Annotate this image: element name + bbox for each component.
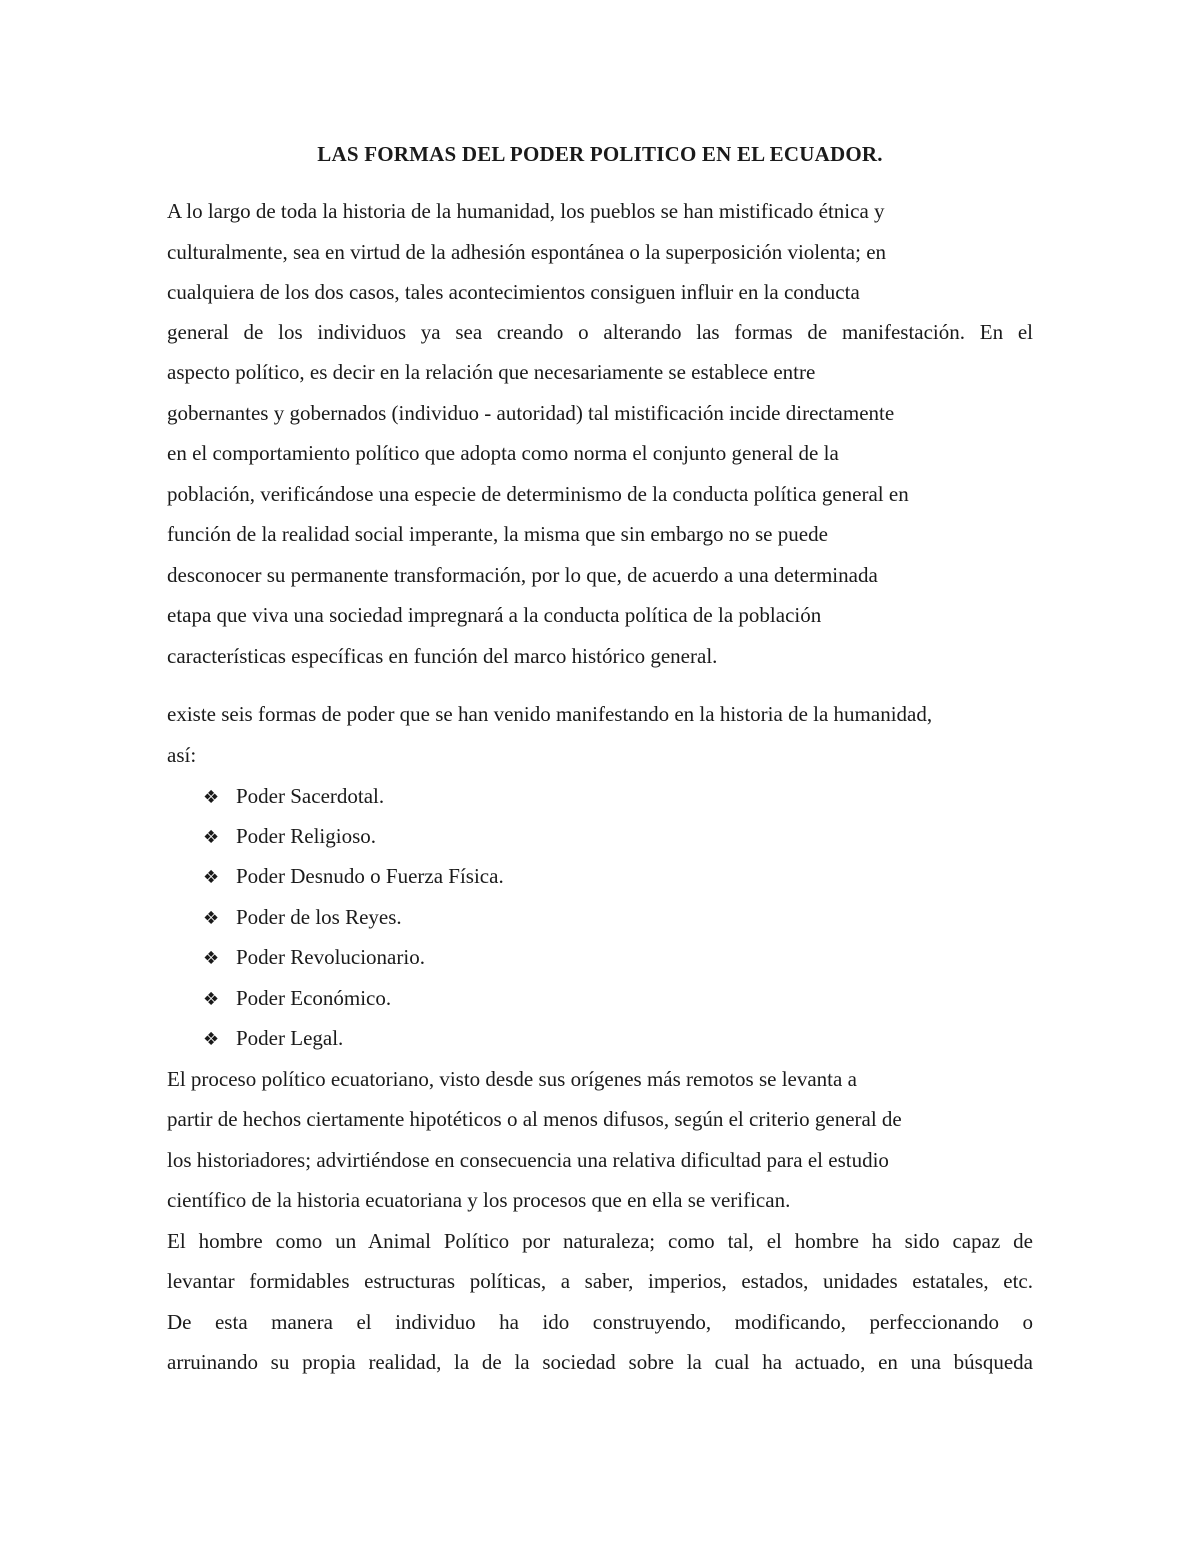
paragraph-1-line: cualquiera de los dos casos, tales acontecimientos consiguen influir en la conducta [167,280,860,304]
diamond-bullet-icon: ❖ [203,1029,220,1050]
list-item [203,984,391,1014]
list-item-label: Poder Religioso. [236,824,376,848]
list-item [203,822,376,852]
paragraph-2-line: científico de la historia ecuatoriana y los procesos que en ella se verifican. [167,1188,791,1212]
list-item [203,943,425,973]
list-item [203,903,402,933]
paragraph-2-line: partir de hechos ciertamente hipotéticos o al menos difusos, según el criterio general de [167,1107,902,1131]
list-item-label: Poder Sacerdotal. [236,784,385,808]
diamond-bullet-icon: ❖ [203,867,220,888]
paragraph-3-line: levantar formidables estructuras políticas, a saber, imperios, estados, unidades estatales, etc. [167,1269,1033,1293]
paragraph-3-line: El hombre como un Animal Político por naturaleza; como tal, el hombre ha sido capaz de [167,1229,1033,1253]
list-item-label: Poder de los Reyes. [236,905,402,929]
paragraph-3-line: arruinando su propia realidad, la de la sociedad sobre la cual ha actuado, en una búsqueda [167,1350,1033,1374]
paragraph-1-line: en el comportamiento político que adopta como norma el conjunto general de la [167,441,839,465]
paragraph-1-line: general de los individuos ya sea creando o alterando las formas de manifestación. En el [167,320,1033,344]
document-title: LAS FORMAS DEL PODER POLITICO EN EL ECUADOR. [317,142,883,166]
paragraph-1-line: etapa que viva una sociedad impregnará a la conducta política de la población [167,603,822,627]
diamond-bullet-icon: ❖ [203,989,220,1010]
list-item [203,782,384,812]
paragraph-2-line: El proceso político ecuatoriano, visto desde sus orígenes más remotos se levanta a [167,1067,857,1091]
paragraph-3-line: De esta manera el individuo ha ido construyendo, modificando, perfeccionando o [167,1310,1033,1334]
diamond-bullet-icon: ❖ [203,787,220,808]
diamond-bullet-icon: ❖ [203,908,220,929]
paragraph-1-line: población, verificándose una especie de determinismo de la conducta política general en [167,482,909,506]
paragraph-1-line: función de la realidad social imperante, la misma que sin embargo no se puede [167,522,828,546]
list-intro-line: existe seis formas de poder que se han venido manifestando en la historia de la humanidad, [167,702,933,726]
paragraph-1-line: culturalmente, sea en virtud de la adhesión espontánea o la superposición violenta; en [167,240,887,264]
list-item-label: Poder Revolucionario. [236,945,425,969]
list-item-label: Poder Desnudo o Fuerza Física. [236,864,504,888]
list-intro-line: así: [167,743,197,767]
paragraph-1-line: A lo largo de toda la historia de la humanidad, los pueblos se han mistificado étnica y [167,199,885,223]
paragraph-1-line: aspecto político, es decir en la relación que necesariamente se establece entre [167,360,816,384]
diamond-bullet-icon: ❖ [203,827,220,848]
paragraph-1-line: características específicas en función del marco histórico general. [167,644,718,668]
list-item [203,862,504,892]
list-item [203,1024,343,1054]
paragraph-1-line: gobernantes y gobernados (individuo - autoridad) tal mistificación incide directamente [167,401,895,425]
paragraph-1-line: desconocer su permanente transformación, por lo que, de acuerdo a una determinada [167,563,878,587]
list-item-label: Poder Legal. [236,1026,344,1050]
diamond-bullet-icon: ❖ [203,948,220,969]
paragraph-2-line: los historiadores; advirtiéndose en consecuencia una relativa dificultad para el estudio [167,1148,889,1172]
list-item-label: Poder Económico. [236,986,392,1010]
